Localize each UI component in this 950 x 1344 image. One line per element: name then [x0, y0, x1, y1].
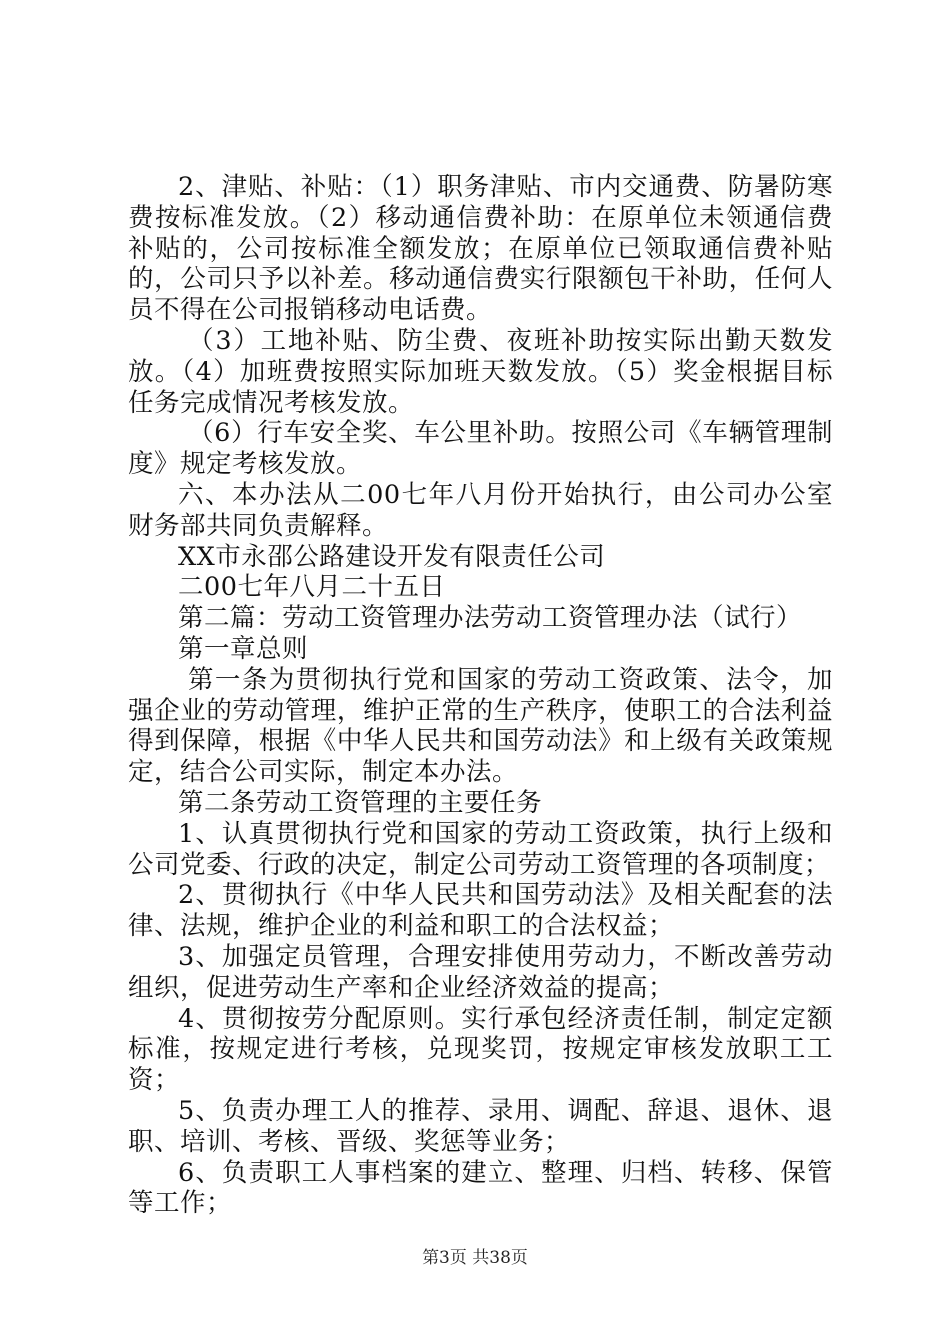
article-one: 第一条为贯彻执行党和国家的劳动工资政策、法令，加强企业的劳动管理，维护正常的生产秩序，使职工的合法利益得到保障，根据《中华人民共和国劳动法》和上级有关政策规定，结合公司实际，制定本办法。: [128, 664, 833, 788]
task-item-4: 4、贯彻按劳分配原则。实行承包经济责任制，制定定额标准，按规定进行考核，兑现奖罚，按规定审核发放职工工资；: [128, 1003, 833, 1096]
task-item-6: 6、负责职工人事档案的建立、整理、归档、转移、保管等工作；: [128, 1157, 833, 1219]
chapter-heading: 第一章总则: [178, 633, 309, 664]
section-title: 第二篇：劳动工资管理办法劳动工资管理办法（试行）: [178, 603, 803, 634]
company-signature: XX市永邵公路建设开发有限责任公司: [178, 541, 606, 572]
paragraph-allowance: 2、津贴、补贴：（1）职务津贴、市内交通费、防暑防寒费按标准发放。（2）移动通信费补助：在原单位未领通信费补贴的，公司按标准全额发放；在原单位已领取通信费补贴的，公司只予以补差。移动通信费实行限额包干补助，任何人员不得在公司报销移动电话费。: [128, 172, 833, 326]
paragraph-driving-bonus: （6）行车安全奖、车公里补助。按照公司《车辆管理制度》规定考核发放。: [128, 418, 833, 480]
task-item-5: 5、负责办理工人的推荐、录用、调配、辞退、退休、退职、培训、考核、晋级、奖惩等业务；: [128, 1095, 833, 1157]
paragraph-effective-date: 六、本办法从二00七年八月份开始执行，由公司办公室财务部共同负责解释。: [128, 479, 833, 541]
document-body: [128, 172, 833, 1219]
task-item-3: 3、加强定员管理，合理安排使用劳动力，不断改善劳动组织，促进劳动生产率和企业经济效益的提高；: [128, 941, 833, 1003]
signature-date: 二00七年八月二十五日: [178, 572, 446, 603]
article-two-heading: 第二条劳动工资管理的主要任务: [178, 787, 543, 818]
task-item-1: 1、认真贯彻执行党和国家的劳动工资政策，执行上级和公司党委、行政的决定，制定公司劳动工资管理的各项制度；: [128, 818, 833, 880]
paragraph-site-subsidy: （3）工地补贴、防尘费、夜班补助按实际出勤天数发放。（4）加班费按照实际加班天数发放。（5）奖金根据目标任务完成情况考核发放。: [128, 325, 833, 418]
page-number: 第3页 共38页: [422, 1248, 528, 1268]
task-item-2: 2、贯彻执行《中华人民共和国劳动法》及相关配套的法律、法规，维护企业的利益和职工的合法权益；: [128, 880, 833, 942]
